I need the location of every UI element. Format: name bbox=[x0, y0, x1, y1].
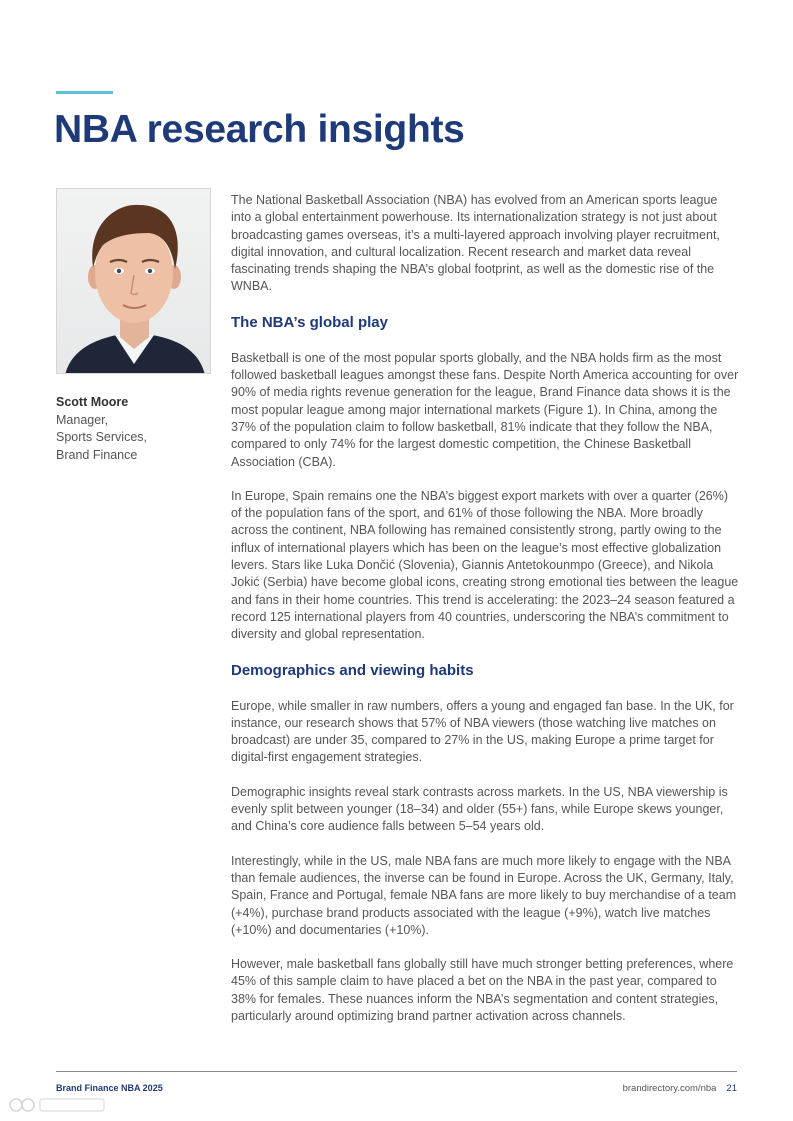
footer-right bbox=[623, 1083, 737, 1094]
section-heading-global-play: The NBA’s global play bbox=[231, 313, 388, 331]
author-block bbox=[56, 394, 216, 464]
footer-website-link[interactable]: brandirectory.com/nba bbox=[622, 1083, 717, 1094]
paragraph: However, male basketball fans globally still have much stronger betting preferences, where 45% of this sample claim to have placed a bet on the NBA in the past year, compared to 38% for females. These nuances inform the NBA’s segmentation and content strategies, particularly around optimizing brand partner activation across channels. bbox=[231, 957, 734, 1023]
paragraph: Europe, while smaller in raw numbers, offers a young and engaged fan base. In the UK, for instance, our research shows that 57% of NBA viewers (those watching live matches on broadcast) are under 35, compared to 27% in the US, making Europe a prime target for digital-first engagement strategies. bbox=[231, 698, 734, 765]
section-heading-demographics: Demographics and viewing habits bbox=[231, 661, 474, 679]
author-name: Scott Moore bbox=[56, 395, 129, 409]
author-role-line: Manager, bbox=[56, 412, 109, 427]
paragraph: Basketball is one of the most popular sports globally, and the NBA holds firm as the most followed basketball leagues amongst these fans. Despite North America accounting for over 90% of media rights revenue generation for the league, Brand Finance data shows it is the most popular league among major international markets (Figure 1). In China, among the 37% of the population claim to follow basketball, 81% indicate that they follow the NBA, compared to only 74% for the largest domestic competition, the Chinese Basketball Association (CBA). bbox=[231, 350, 739, 469]
paragraph: In Europe, Spain remains one the NBA’s biggest export markets with over a quarter (26%) of the population fans of the sport, and 61% of those following the NBA. More broadly across the continent, NBA following has remained consistently strong, partly owing to the influx of international players which has been on the league’s most effective globalization levers. Stars like Luka Dončić (Slovenia), Giannis Antetokounmpo (Greece), and Nikola Jokić (Serbia) have become global icons, creating strong emotional ties between the league and fans in their home countries. This trend is accelerating: the 2023–24 season featured a record 125 international players from 40 countries, underscoring the NBA’s commitment to diversity and global representation. bbox=[231, 488, 739, 642]
title-accent-rule bbox=[56, 91, 113, 94]
author-department-line: Sports Services, bbox=[56, 430, 148, 444]
intro-paragraph: The National Basketball Association (NBA) has evolved from an American sports league into a global entertainment powerhouse. Its internationalization strategy is not just about broadcasting games overseas, it’s a multi-layered approach involving player recruitment, digital innovation, and cultural localization. Recent research and market data reveal fascinating trends shaping the NBA’s global footprint, as well as the domestic rise of the WNBA. bbox=[231, 193, 720, 294]
footer-divider bbox=[56, 1071, 737, 1072]
article-body bbox=[231, 192, 739, 1042]
author-company-line: Brand Finance bbox=[56, 447, 138, 462]
portrait-image bbox=[57, 189, 211, 374]
page-number: 21 bbox=[726, 1083, 737, 1094]
page-title: NBA research insights bbox=[54, 108, 465, 151]
watermark-icon bbox=[8, 1095, 108, 1115]
paragraph: Demographic insights reveal stark contrasts across markets. In the US, NBA viewership is evenly split between younger (18–34) and older (55+) fans, while Europe skews younger, and China’s core audience falls between 5–54 years old. bbox=[231, 784, 728, 834]
footer-publication: Brand Finance NBA 2025 bbox=[56, 1083, 163, 1093]
watermark-logo bbox=[8, 1095, 108, 1120]
author-portrait bbox=[56, 188, 211, 374]
paragraph: Interestingly, while in the US, male NBA fans are much more likely to engage with the NBA than female audiences, the inverse can be found in Europe. Across the UK, Germany, Italy, Spain, France and Portugal, female NBA fans are more likely to buy merchandise of a team (+4%), purchase brand products associated with the league (+9%), watch live matches (+10%) and documentaries (+10%). bbox=[231, 853, 737, 937]
